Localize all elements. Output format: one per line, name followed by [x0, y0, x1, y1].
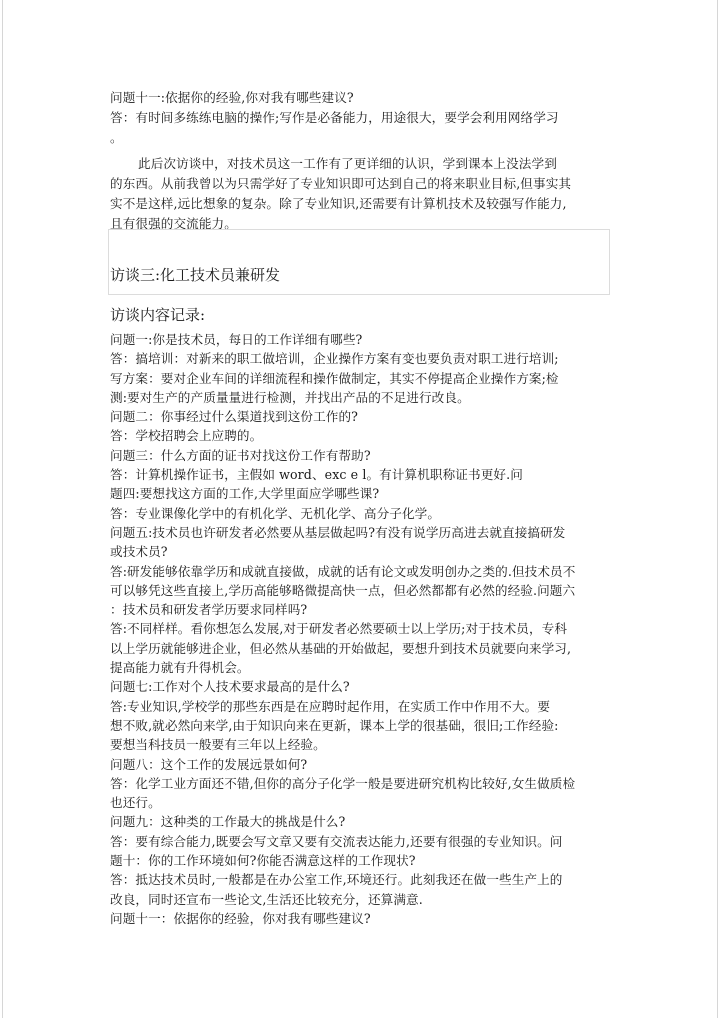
qa-line: 答:不同样样。看你想怎么发展,对于研发者必然要硕士以上学历;对于技术员，专科 [110, 621, 568, 637]
qa-line: 问题二：你事经过什么渠道找到这份工作的? [110, 409, 359, 425]
qa-line: 测:要对生产的产质量量进行检测，并找出产品的不足进行改良。 [110, 389, 470, 405]
qa-line: 问题七:工作对个人技术要求最高的是什么? [110, 679, 350, 695]
qa-line: 题四:要想找这方面的工作,大学里面应学哪些课? [110, 486, 380, 502]
qa-line: 或技术员? [110, 544, 168, 560]
qa-line: 答：抵达技术员时,一般都是在办公室工作,环境还行。此刻我还在做一些生产上的 [110, 872, 563, 888]
qa-line: 要想当科技员一般要有三年以上经验。 [110, 737, 326, 753]
qa-line: 答:专业知识,学校学的那些东西是在应聘时起作用，在实质工作中作用不大。要 [110, 698, 551, 714]
reflection-line: 实不是这样,远比想象的复杂。除了专业知识,还需要有计算机技术及较强写作能力, [110, 196, 567, 211]
qa-line: 问题十一：依据你的经验，你对我有哪些建议? [110, 910, 371, 926]
previous-interview-ending [110, 88, 610, 234]
qa-line: 想不败,就必然向来学,由于知识向来在更新，课本上学的很基础，很旧;工作经验: [110, 717, 559, 733]
qa-line: 问题八：这个工作的发展远景如何? [110, 756, 308, 772]
qa-line: 问题一:你是技术员，每日的工作详细有哪些? [110, 332, 363, 347]
qa-line: ：技术员和研发者学历要求同样吗? [110, 602, 308, 618]
qa-line: 改良，同时还宣布一些论文,生活还比较充分，还算满意. [110, 891, 423, 907]
qa-line: 问题三：什么方面的证书对找这份工作有帮助? [110, 447, 371, 463]
qa-line: 答：化学工业方面还不错,但你的高分子化学一般是要进研究机构比较好,女生做质检 [110, 775, 576, 791]
reflection-line: 此后次访谈中，对技术员这一工作有了更详细的认识，学到课本上没法学到 [138, 156, 557, 171]
interview-record [110, 330, 610, 928]
record-heading: 访谈内容记录: [110, 306, 206, 324]
text-line: 答：有时间多练练电脑的操作;写作是必备能力，用途很大，要学会利用网络学习 [110, 110, 559, 125]
qa-line: 可以够凭这些直接上,学历高能够略微提高快一点，但必然都都有必然的经验.问题六 [110, 582, 576, 598]
section-heading: 访谈三:化工技术员兼研发 [110, 266, 281, 284]
qa-line: 答：专业课像化学中的有机化学、无机化学、高分子化学。 [110, 505, 441, 521]
qa-line: 以上学历就能够进企业，但必然从基础的开始做起，要想升到技术员就要向来学习, [110, 640, 572, 656]
qa-line: 也还行。 [110, 795, 161, 811]
qa-line: 答：学校招聘会上应聘的。 [110, 428, 263, 444]
reflection-line: 的东西。从前我曾以为只需学好了专业知识即可达到自己的将来职业目标,但事实其 [110, 176, 572, 191]
reflection-line: 且有很强的交流能力。 [110, 216, 237, 231]
qa-line: 答:研发能够依靠学历和成就直接做，成就的话有论文或发明创办之类的.但技术员不 [110, 563, 576, 579]
qa-line: 提高能力就有升得机会。 [110, 660, 250, 676]
qa-line: 答：计算机操作证书，主假如 word、exc e l。有计算机职称证书更好.问 [110, 467, 523, 483]
qa-line: 答：要有综合能力,既要会写文章又要有交流表达能力,还要有很强的专业知识。问 [110, 833, 563, 849]
qa-line: 问题五:技术员也许研发者必然要从基层做起吗?有没有说学历高进去就直接搞研发 [110, 524, 566, 540]
text-line: 问题十一:依据你的经验,你对我有哪些建议? [110, 90, 354, 105]
qa-line: 写方案：要对企业车间的详细流程和操作做制定，其实不停提高企业操作方案;检 [110, 370, 559, 386]
qa-line: 题十：你的工作环境如何?你能否满意这样的工作现状? [110, 853, 416, 869]
qa-line: 答：搞培训：对新来的职工做培训，企业操作方案有变也要负责对职工进行培训; [110, 351, 559, 367]
text-line: 。 [110, 130, 123, 145]
qa-line: 问题九：这种类的工作最大的挑战是什么? [110, 814, 346, 830]
